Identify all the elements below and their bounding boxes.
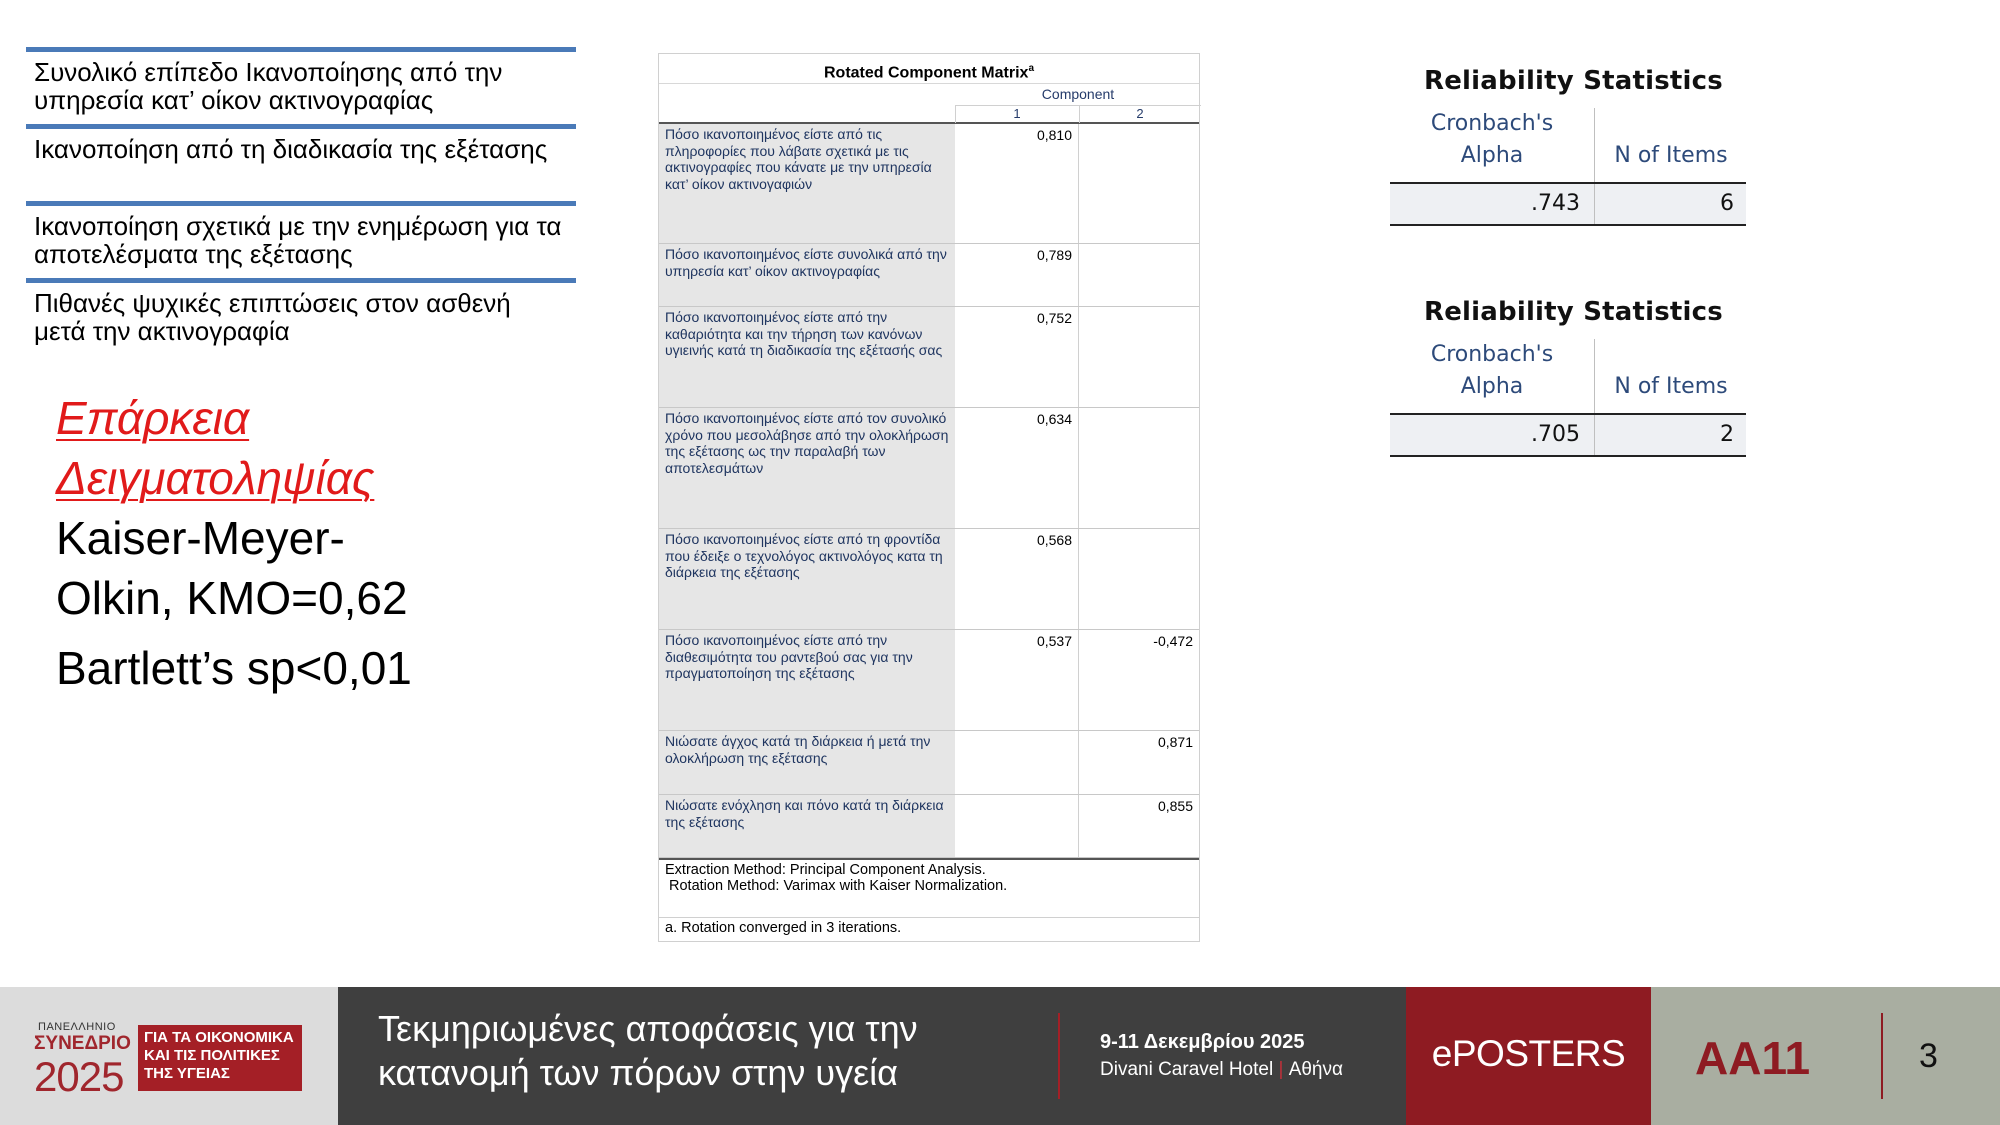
items-value: 6 (1720, 191, 1734, 216)
reliability-title: Reliability Statistics (1424, 297, 1723, 327)
matrix-row-label: Πόσο ικανοποιημένος είστε από τη φροντίδα που έδειξε ο τεχνολόγος ακτινολόγος κατα τη διάρκεια της εξέτασης (659, 529, 955, 629)
loading-component-1: 0,568 (955, 529, 1079, 629)
loading-component-1: 0,810 (955, 124, 1079, 243)
matrix-row-label: Νιώσατε άγχος κατά τη διάρκεια ή μετά την ολοκλήρωση της εξέτασης (659, 731, 955, 794)
column-2-header: 2 (1136, 106, 1144, 121)
matrix-row (659, 529, 1199, 630)
logo-mid-text: ΣΥΝΕΔΡΙΟ (34, 1033, 131, 1054)
eposters-label: ePOSTERS (1406, 987, 1651, 1125)
loading-component-1: 0,789 (955, 244, 1079, 306)
loading-component-1: 0,537 (955, 630, 1079, 730)
items-header: N of Items (1614, 374, 1728, 399)
items-header: N of Items (1614, 143, 1728, 168)
matrix-row (659, 244, 1199, 307)
extraction-method: Extraction Method: Principal Component Analysis. (665, 862, 986, 878)
sampling-title: Επάρκεια Δειγματοληψίας (56, 392, 375, 504)
matrix-methods (659, 858, 1199, 918)
loading-component-1 (955, 795, 1079, 857)
matrix-row (659, 307, 1199, 408)
matrix-row-label: Πόσο ικανοποιημένος είστε από τις πληροφορίες που λάβατε σχετικά με τις ακτινογραφίες που κάνατε με την υπηρεσία κατ’ οίκον ακτινογαφιών (659, 124, 955, 243)
component-label: Component (1041, 86, 1115, 102)
factor-item: Συνολικό επίπεδο Ικανοποίησης από την υπηρεσία κατ’ οίκον ακτινογραφίας (26, 47, 576, 124)
matrix-row (659, 795, 1199, 858)
matrix-row-label: Πόσο ικανοποιημένος είστε από την διαθεσιμότητα του ραντεβού σας για την πραγματοποίηση της εξέτασης (659, 630, 955, 730)
matrix-row (659, 408, 1199, 529)
conference-logo (0, 987, 338, 1125)
loading-component-2: -0,472 (1153, 633, 1193, 649)
logo-top-text: ΠΑΝΕΛΛΗΝΙΟ (38, 1021, 116, 1033)
alpha-value: .743 (1531, 191, 1580, 216)
matrix-rows (659, 124, 1199, 858)
matrix-row-label: Πόσο ικανοποιημένος είστε συνολικά από την υπηρεσία κατ’ οίκον ακτινογραφίας (659, 244, 955, 306)
matrix-title: Rotated Component Matrix$^a$ (659, 54, 1199, 84)
sampling-adequacy (56, 388, 516, 698)
page-number: 3 (1919, 1037, 1938, 1075)
loading-component-2 (1079, 244, 1199, 306)
matrix-row-label: Πόσο ικανοποιημένος είστε από την καθαριότητα και την τήρηση των κανόνων υγιεινής κατά τη διαδικασία της εξέτασής σας (659, 307, 955, 407)
rotation-method: Rotation Method: Varimax with Kaiser Normalization. (669, 878, 1008, 894)
reliability-table-1 (1390, 66, 1746, 224)
factor-item: Ικανοποίηση από τη διαδικασία της εξέτασης (26, 124, 576, 201)
matrix-row (659, 630, 1199, 731)
bartlett-value: Bartlett’s sp<0,01 (56, 642, 412, 694)
loading-component-1: 0,752 (955, 307, 1079, 407)
logo-year: 2025 (34, 1053, 124, 1100)
loading-component-2: 0,855 (1157, 798, 1193, 814)
matrix-row-label: Πόσο ικανοποιημένος είστε από τον συνολικό χρόνο που μεσολάβησε από την ολοκλήρωση της εξέτασης ως την παραλαβή των αποτελεσμάτων (659, 408, 955, 528)
poster-code-text: AA11 (1695, 1032, 1811, 1084)
reliability-table-2 (1390, 297, 1746, 455)
logo-box-text: ΓΙΑ ΤΑ ΟΙΚΟΝΟΜΙΚΑ ΚΑΙ ΤΙΣ ΠΟΛΙΤΙΚΕΣ ΤΗΣ ΥΓΕΙΑΣ (138, 1025, 302, 1091)
alpha-value: .705 (1531, 422, 1580, 447)
matrix-row (659, 731, 1199, 795)
alpha-header: Cronbach's Alpha (1430, 342, 1554, 399)
factor-list (26, 47, 576, 354)
matrix-header (659, 84, 1199, 124)
reliability-title: Reliability Statistics (1424, 66, 1723, 96)
matrix-row (659, 124, 1199, 244)
footer-banner (0, 987, 2000, 1125)
loading-component-2 (1079, 307, 1199, 407)
footer-slogan (338, 987, 1060, 1125)
event-info (1060, 987, 1406, 1125)
matrix-footnote: a. Rotation converged in 3 iterations. (665, 920, 902, 936)
loading-component-1 (955, 731, 1079, 794)
loading-component-2 (1079, 529, 1199, 629)
event-venue: Divani Caravel Hotel | Αθήνα (1100, 1059, 1343, 1080)
loading-component-2 (1079, 408, 1199, 528)
poster-code (1651, 987, 2000, 1125)
event-date: 9-11 Δεκεμβρίου 2025 (1100, 1031, 1305, 1053)
slogan-text: Τεκμηριωμένες αποφάσεις για την κατανομή των πόρων στην υγεία (378, 1008, 918, 1093)
loading-component-1: 0,634 (955, 408, 1079, 528)
factor-item: Ικανοποίηση σχετικά με την ενημέρωση για τα αποτελέσματα της εξέτασης (26, 201, 576, 278)
loading-component-2 (1079, 124, 1199, 243)
loading-component-2: 0,871 (1157, 734, 1193, 750)
factor-item: Πιθανές ψυχικές επιπτώσεις στον ασθενή μετά την ακτινογραφία (26, 278, 576, 354)
rotated-component-matrix (658, 53, 1200, 942)
column-1-header: 1 (1013, 106, 1021, 121)
matrix-row-label: Νιώσατε ενόχληση και πόνο κατά τη διάρκεια της εξέτασης (659, 795, 955, 857)
alpha-header: Cronbach's Alpha (1430, 111, 1554, 168)
kmo-value: Kaiser-Meyer-Olkin, KMO=0,62 (56, 512, 408, 624)
items-value: 2 (1720, 422, 1734, 447)
